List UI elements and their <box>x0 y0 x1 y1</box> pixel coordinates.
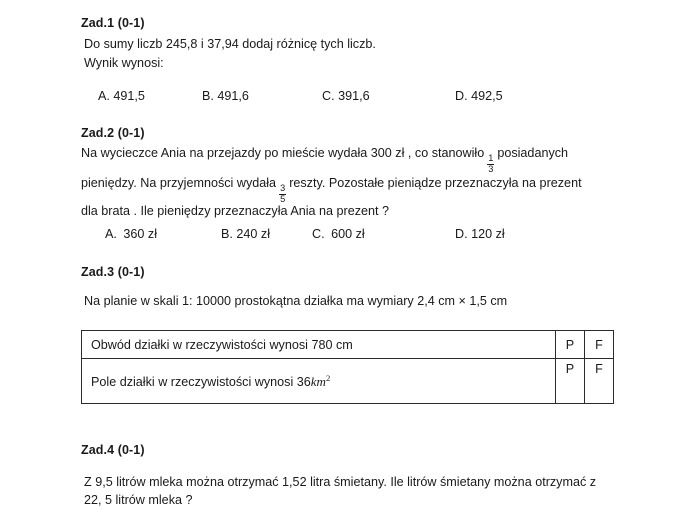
task-4-line-1: Z 9,5 litrów mleka można otrzymać 1,52 litra śmietany. Ile litrów śmietany można otrzymać z <box>84 475 597 489</box>
task-2-option-c-value: 600 zł <box>331 227 365 241</box>
task-3-line-1: Na planie w skali 1: 10000 prostokątna działka ma wymiary 2,4 cm × 1,5 cm <box>84 294 508 308</box>
task-1-option-c-label: C. <box>322 89 335 103</box>
task-2-option-a-label: A. <box>105 227 117 241</box>
table-row-1-statement <box>82 331 556 359</box>
task-1-option-a-value: 491,5 <box>113 89 145 103</box>
table-row-1-statement-text: Obwód działki w rzeczywistości wynosi 780 cm <box>91 337 353 352</box>
fraction-three-fifths-numerator: 3 <box>280 182 286 193</box>
task-1-option-d-label: D. <box>455 89 468 103</box>
table-row-1-true-cell[interactable] <box>556 331 585 359</box>
task-2-option-b-label: B. <box>221 227 233 241</box>
task-1-option-c[interactable] <box>322 89 370 103</box>
task-1-option-c-value: 391,6 <box>338 89 370 103</box>
true-false-table <box>81 330 614 404</box>
task-1-option-a-label: A. <box>98 89 110 103</box>
table-row-2-exponent: 2 <box>325 372 331 383</box>
fraction-one-third-denominator: 3 <box>488 164 494 175</box>
task-2-line-1 <box>81 145 568 174</box>
table-row-1-true-label: P <box>565 337 575 352</box>
task-4-heading: Zad.4 (0-1) <box>81 443 145 457</box>
task-2-option-d-label: D. <box>455 227 468 241</box>
task-2-option-c-label: C. <box>312 227 325 241</box>
task-4-line-2: 22, 5 litrów mleka ? <box>84 493 193 507</box>
fraction-three-fifths <box>279 184 286 204</box>
fraction-three-fifths-denominator: 5 <box>280 194 286 205</box>
task-2-option-a[interactable] <box>105 227 157 241</box>
table-row-2-false-cell[interactable] <box>585 359 614 404</box>
task-1-line-2: Wynik wynosi: <box>84 56 164 70</box>
table-row <box>82 331 614 359</box>
table-row-2-statement <box>82 359 556 404</box>
task-1-option-b[interactable] <box>202 89 249 103</box>
task-1-option-d[interactable] <box>455 89 503 103</box>
task-1-line-1: Do sumy liczb 245,8 i 37,94 dodaj różnicę tych liczb. <box>84 37 376 51</box>
task-2-option-b[interactable] <box>221 227 270 241</box>
task-1-option-b-label: B. <box>202 89 214 103</box>
task-2-option-a-value: 360 zł <box>123 227 158 241</box>
task-1-option-d-value: 492,5 <box>471 89 503 103</box>
task-2-option-d-value: 120 zł <box>471 227 505 241</box>
task-1-option-a[interactable] <box>98 89 145 103</box>
table-row-2-false-label: F <box>595 362 603 376</box>
table-row-1-false-label: F <box>595 337 603 352</box>
task-2-option-b-value: 240 zł <box>236 227 271 241</box>
table-row-2-unit: km <box>310 373 326 389</box>
task-2-line-1-text-after: posiadanych <box>497 146 569 160</box>
table-row-1-false-cell[interactable] <box>585 331 614 359</box>
table-row-2-true-cell[interactable] <box>556 359 585 404</box>
table-row <box>82 359 614 404</box>
task-2-heading: Zad.2 (0-1) <box>81 126 145 140</box>
task-2-option-d[interactable] <box>455 227 505 241</box>
task-1-heading: Zad.1 (0-1) <box>81 16 145 30</box>
task-3-heading: Zad.3 (0-1) <box>81 265 145 279</box>
task-2-line-3: dla brata . Ile pieniędzy przeznaczyła Ania na prezent ? <box>81 204 390 218</box>
task-2-option-c[interactable] <box>312 227 365 241</box>
task-2-line-2-text-after: reszty. Pozostałe pieniądze przeznaczyła na prezent <box>289 176 582 190</box>
fraction-one-third-numerator: 1 <box>488 152 494 163</box>
task-2-line-2-text-before: pieniędzy. Na przyjemności wydała <box>81 176 277 190</box>
task-2-line-1-text-before: Na wycieczce Ania na przejazdy po mieście wydała 300 zł , co stanowiło <box>81 146 485 160</box>
fraction-one-third <box>487 154 494 174</box>
table-row-2-statement-text: Pole działki w rzeczywistości wynosi 36 <box>91 374 311 389</box>
task-1-option-b-value: 491,6 <box>217 89 249 103</box>
table-row-2-true-label: P <box>565 362 575 376</box>
task-2-line-2 <box>81 175 582 204</box>
